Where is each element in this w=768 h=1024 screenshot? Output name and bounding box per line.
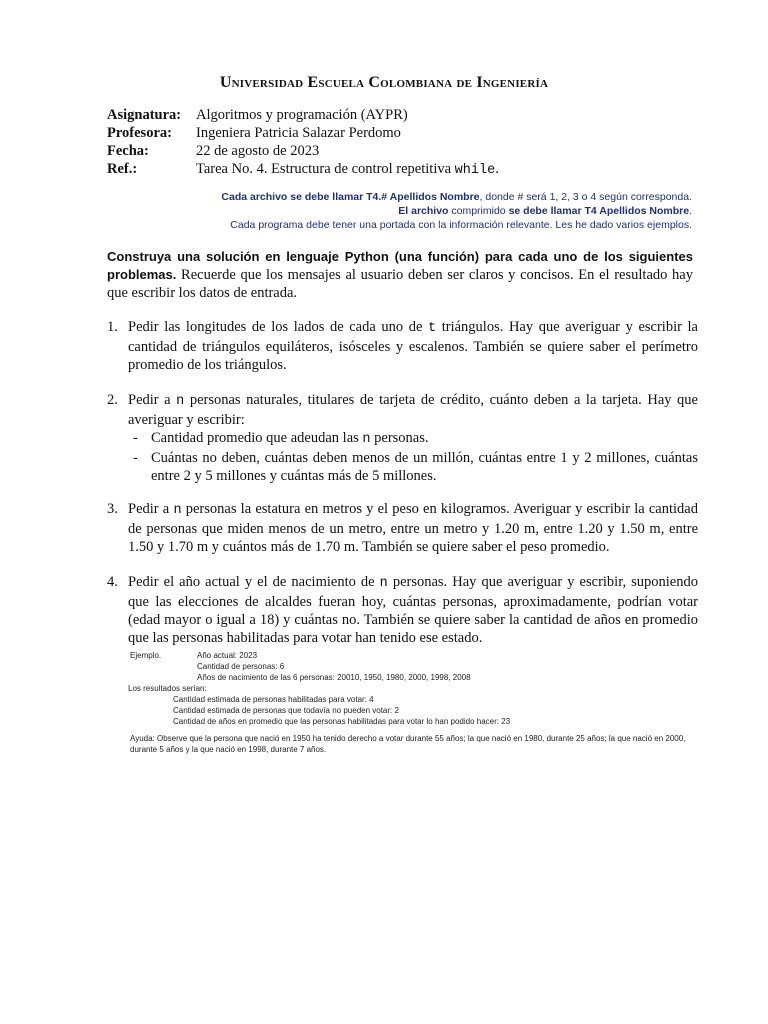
meta-value: Algoritmos y programación (AYPR) (196, 107, 408, 123)
meta-label: Asignatura: (107, 107, 182, 123)
note-text: comprimido (448, 205, 509, 217)
problem-subitem: - Cuántas no deben, cuántas deben menos de un millón, cuántas entre 1 y 2 millones, cuántas entre 2 y 5 millones y cuántas más de 5 millones. (133, 450, 698, 484)
problem-3 (107, 500, 698, 556)
var-name: n (379, 576, 388, 591)
meta-row-date (107, 142, 499, 160)
note-text: . (689, 205, 692, 217)
meta-value (196, 160, 499, 180)
var-name: n (176, 394, 185, 409)
problem-4 (107, 573, 698, 647)
meta-row-subject (107, 106, 499, 124)
var-name: n (362, 432, 371, 447)
example-line: Años de nacimiento de las 6 personas: 20010, 1950, 1980, 2000, 1998, 2008 (197, 673, 471, 682)
instructions (107, 248, 693, 302)
note-line-1 (221, 190, 692, 204)
result-line: Cantidad estimada de personas habilitadas para votar: 4 (173, 695, 374, 704)
meta-row-teacher (107, 124, 499, 142)
meta-label: Fecha: (107, 143, 149, 159)
result-line: Cantidad de años en promedio que las personas habilitadas para votar lo han podido hacer: 23 (173, 717, 511, 726)
meta-label: Ref.: (107, 161, 138, 177)
ref-code: while (454, 163, 496, 178)
problem-text: Pedir a n personas naturales, titulares de tarjeta de crédito, cuánto deben a la tarjeta. Hay que averiguar y escribir: - Cantidad promedio que adeudan las n personas. - Cuántas no deben, cuántas deben menos de un millón, cuántas entre 1 y 2 millones, cuántas entre 2 y 5 millones y cuántas más de 5 millones. (128, 392, 698, 484)
var-name: n (173, 503, 182, 518)
header-info (107, 106, 499, 180)
help-note: Ayuda: Observe que la persona que nació en 1950 ha tenido derecho a votar durante 55 años; la que nació en 1980, durante 25 años; la que nació en 2000, durante 5 años y la que nació en 1998, durante 7 años. (130, 734, 686, 754)
meta-value: Ingeniera Patricia Salazar Perdomo (196, 125, 401, 141)
problem-1 (107, 318, 698, 374)
ref-tail: . (495, 161, 499, 177)
problem-number: 1. (107, 319, 118, 335)
problem-number: 3. (107, 501, 118, 517)
example-box (130, 650, 690, 755)
note-line-2 (221, 204, 692, 218)
results-label: Los resultados serían: (128, 684, 207, 693)
example-line: Cantidad de personas: 6 (197, 662, 285, 671)
note-text: , donde # será 1, 2, 3 o 4 según corresponda. (479, 191, 692, 203)
example-line: Año actual: 2023 (197, 651, 258, 660)
example-label: Ejemplo. (130, 651, 162, 660)
problem-subitem: - Cantidad promedio que adeudan las n personas. (133, 430, 429, 447)
meta-label: Profesora: (107, 125, 172, 141)
meta-row-ref (107, 160, 499, 180)
submission-notes (221, 190, 692, 232)
meta-value: 22 de agosto de 2023 (196, 143, 320, 159)
problem-text: Pedir las longitudes de los lados de cada uno de t triángulos. Hay que averiguar y escribir la cantidad de triángulos equiláteros, isósceles y escalenos. También se quiere saber el perímetro promedio de los triángulos. (128, 319, 698, 373)
problem-text: Pedir el año actual y el de nacimiento de n personas. Hay que averiguar y escribir, suponiendo que las elecciones de alcaldes fueran hoy, cuántas personas, aproximadamente, podrían votar (edad mayor o igual a 18) y cuántas no. También se quiere saber la cantidad de años en promedio que las personas habilitadas para votar han tenido ese estado. (128, 574, 698, 646)
note-emph: se debe llamar T4 Apellidos Nombre (508, 205, 690, 217)
problem-text: Pedir a n personas la estatura en metros y el peso en kilogramos. Averiguar y escribir la cantidad de personas que miden menos de un metro, entre un metro y 1.20 m, entre 1.20 y 1.50 m, entre 1.50 y 1.70 m y cuántos más de 1.70 m. También se quiere saber el peso promedio. (128, 501, 698, 555)
instructions-lead: Construya una solución en lenguaje Python (una función) para cada uno de los siguientes problemas. (107, 249, 693, 282)
note-emph: Cada archivo se debe llamar T4.# Apellidos Nombre (221, 191, 480, 203)
problem-number: 4. (107, 574, 118, 590)
problem-2 (107, 391, 698, 485)
instructions-text: Recuerde que los mensajes al usuario deben ser claros y concisos. En el resultado hay que escribir los datos de entrada. (107, 267, 693, 301)
document-title: Universidad Escuela Colombiana de Ingeniería (219, 74, 549, 91)
problem-number: 2. (107, 392, 118, 408)
var-name: t (428, 321, 437, 336)
note-line-3: Cada programa debe tener una portada con la información relevante. Les he dado varios ejemplos. (230, 219, 692, 231)
ref-text: Tarea No. 4. Estructura de control repetitiva (196, 161, 455, 177)
result-line: Cantidad estimada de personas que todavía no pueden votar: 2 (173, 706, 399, 715)
note-emph: El archivo (398, 205, 449, 217)
